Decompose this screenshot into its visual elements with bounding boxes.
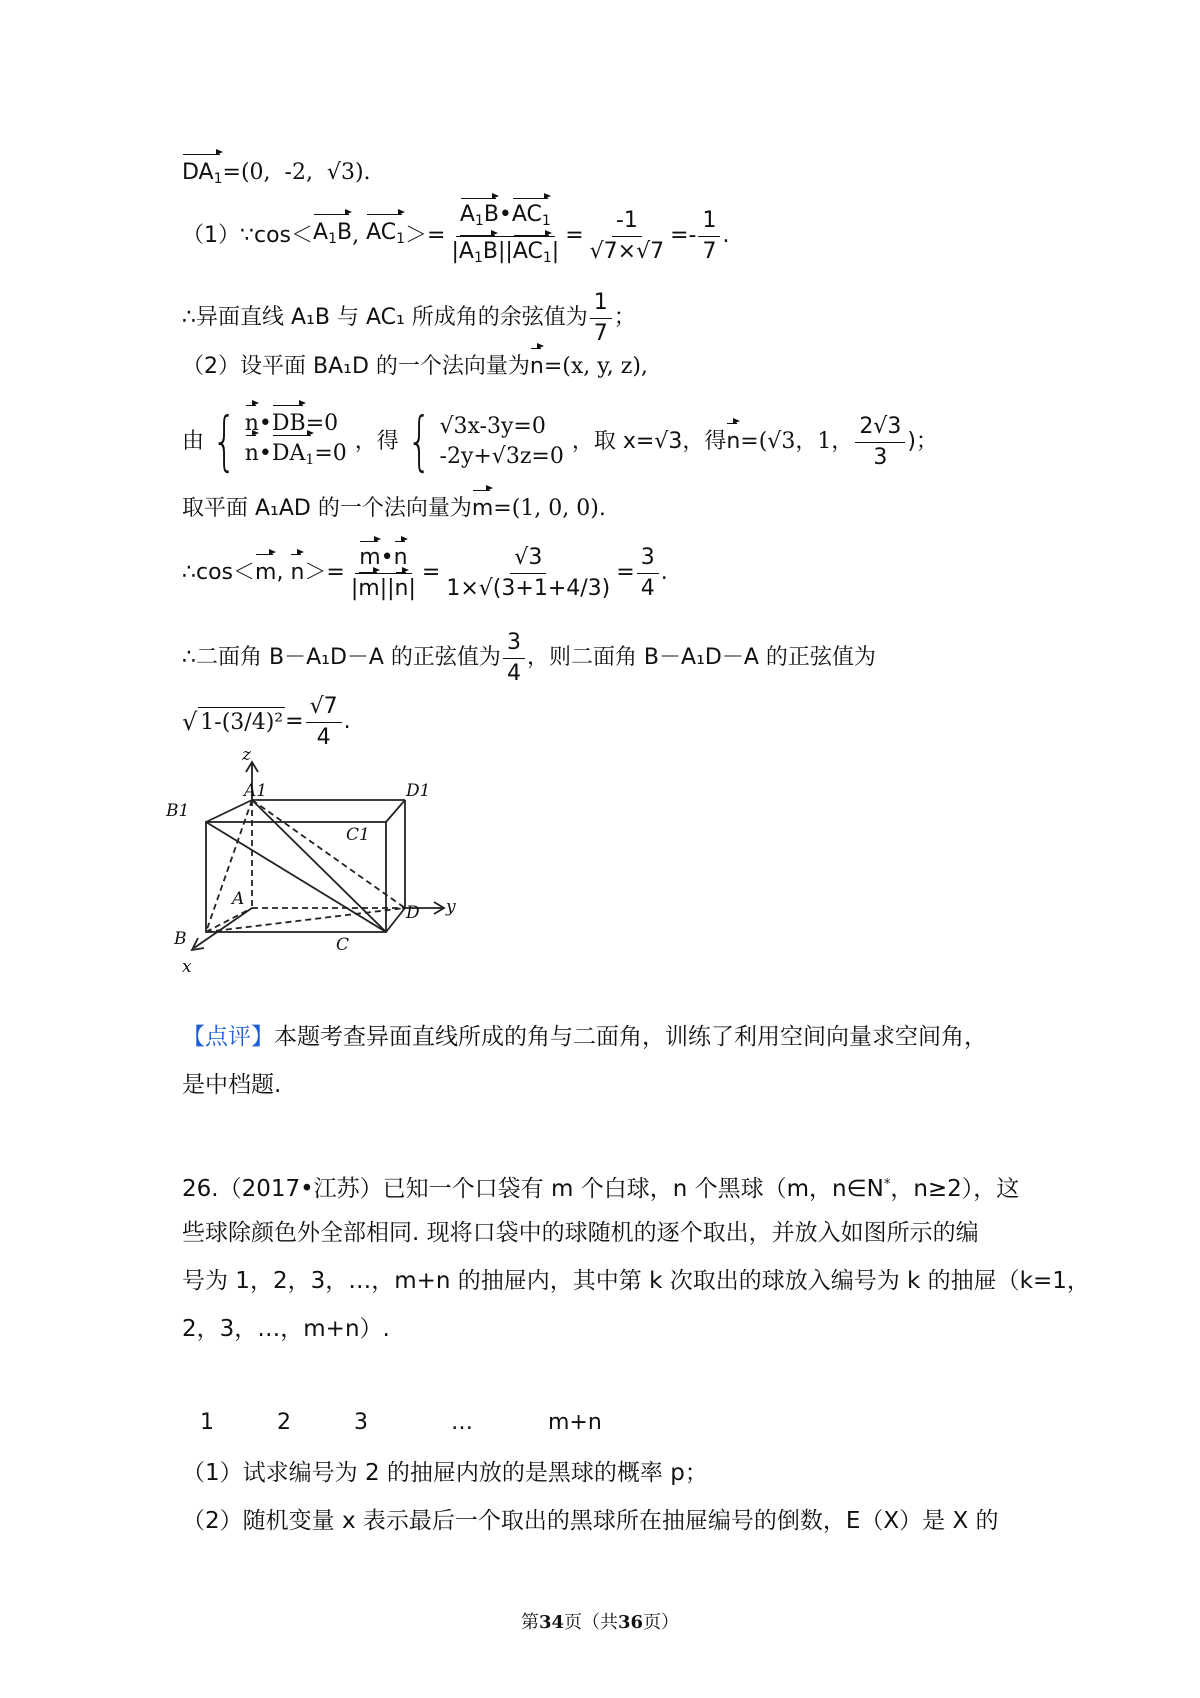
drawer-label: 1 <box>200 1410 214 1435</box>
x-axis <box>194 908 252 948</box>
label-c1: C1 <box>346 825 370 845</box>
line-da1: $DA_1=(0$, -2, √3). <box>182 158 371 194</box>
line-dihedral: ∴二面角 B－A₁D－A 的正弦值为 $\frac{3}{4}$ ，则二面角 B－A₁D－A 的正弦值为 <box>182 629 876 686</box>
label-b: B <box>174 929 187 949</box>
comment-line-2: 是中档题. <box>182 1072 282 1098</box>
drawer-label: m+n <box>548 1410 602 1435</box>
system-2: √3x-3y=0 -2y+√3z=0 <box>439 414 564 469</box>
line-cos-1: （1）∵cos＜ $A_1B$ , $AC_1$ ＞= $\frac{A_1B•AC_1}{|A_1B||AC_1|}$ = $\frac{-1}{√7\times√7}$ =- $\frac{1}{7}$ . <box>182 206 729 266</box>
label-d: D <box>406 903 420 923</box>
q26-part-2: （2）随机变量 x 表示最后一个取出的黑球所在抽屉编号的倒数，E（X）是 X 的 <box>182 1508 999 1534</box>
fraction-cos-1: $\frac{A_1B•AC_1}{|A_1B||AC_1|}$ <box>447 202 563 271</box>
label-c: C <box>336 935 350 955</box>
line-normal-m: 取平面 A₁AD 的一个法向量为m=(1, 0, 0). <box>182 494 606 524</box>
line-cos-2: ∴cos ＜ m , n ＞= $\frac{m•n}{|m||n|}$ = $\frac{√3}{1\times√(3+1+4/3)}$ = $\frac{3}{4}$ . <box>182 544 668 601</box>
q26-line-2: 些球除颜色外全部相同. 现将口袋中的球随机的逐个取出，并放入如图所示的编 <box>182 1220 979 1246</box>
comment-block: 【点评】本题考查异面直线所成的角与二面角，训练了利用空间向量求空间角， <box>182 1024 987 1050</box>
fraction-cos-2: $\frac{√3}{1\times√(3+1+4/3)}$ <box>446 544 611 601</box>
q26-part-1: （1）试求编号为 2 的抽屉内放的是黑球的概率 p； <box>182 1460 708 1486</box>
page-number: 34 <box>538 1612 564 1633</box>
drawer-label: 2 <box>277 1410 291 1435</box>
page-footer: 第34页（共36页） <box>520 1612 680 1633</box>
q26-line-4: 2，3，…，m+n）. <box>182 1316 390 1342</box>
line-normal-n: （2）设平面 BA₁D 的一个法向量为n=(x, y, z), <box>182 352 648 382</box>
label-x: x <box>182 957 192 977</box>
label-b1: B1 <box>166 801 190 821</box>
comment-tag: 【点评】 <box>182 1024 274 1050</box>
drawer-numbers <box>200 1410 602 1435</box>
line-system: 由 { n•DB=0 $n•DA_1=0$ ，得 { √3x-3y=0 -2y+√3z=0 ，取 x=√3，得 n =(√3，1， $\frac{2√3}{3}$ )； <box>182 405 938 479</box>
label-a1: A1 <box>244 781 268 801</box>
vector-da1: $DA_1$ <box>182 158 223 194</box>
q26-line-3: 号为 1，2，3，…，m+n 的抽屉内，其中第 k 次取出的球放入编号为 k 的抽屉（k=1， <box>182 1268 1090 1294</box>
total-pages: 36 <box>618 1612 644 1633</box>
label-y: y <box>446 897 456 917</box>
label-z: z <box>242 745 251 765</box>
line-conclusion-1: ∴异面直线 A₁B 与 AC₁ 所成角的余弦值为 $\frac{1}{7}$ ； <box>182 289 636 346</box>
system-1: n•DB=0 $n•DA_1=0$ <box>245 409 347 475</box>
drawer-label: … <box>451 1410 473 1435</box>
drawer-label: 3 <box>354 1410 368 1435</box>
cuboid-figure <box>166 745 490 1000</box>
label-a: A <box>232 889 245 909</box>
label-d1: D1 <box>406 781 431 801</box>
line-sine-result: √ 1-(3/4)² = $\frac{√7}{4}$ . <box>182 693 351 750</box>
q26-line-1: 26.（2017•江苏）已知一个口袋有 m 个白球，n 个黑球（m，n∈N*，n≥2），这 <box>182 1176 1020 1202</box>
